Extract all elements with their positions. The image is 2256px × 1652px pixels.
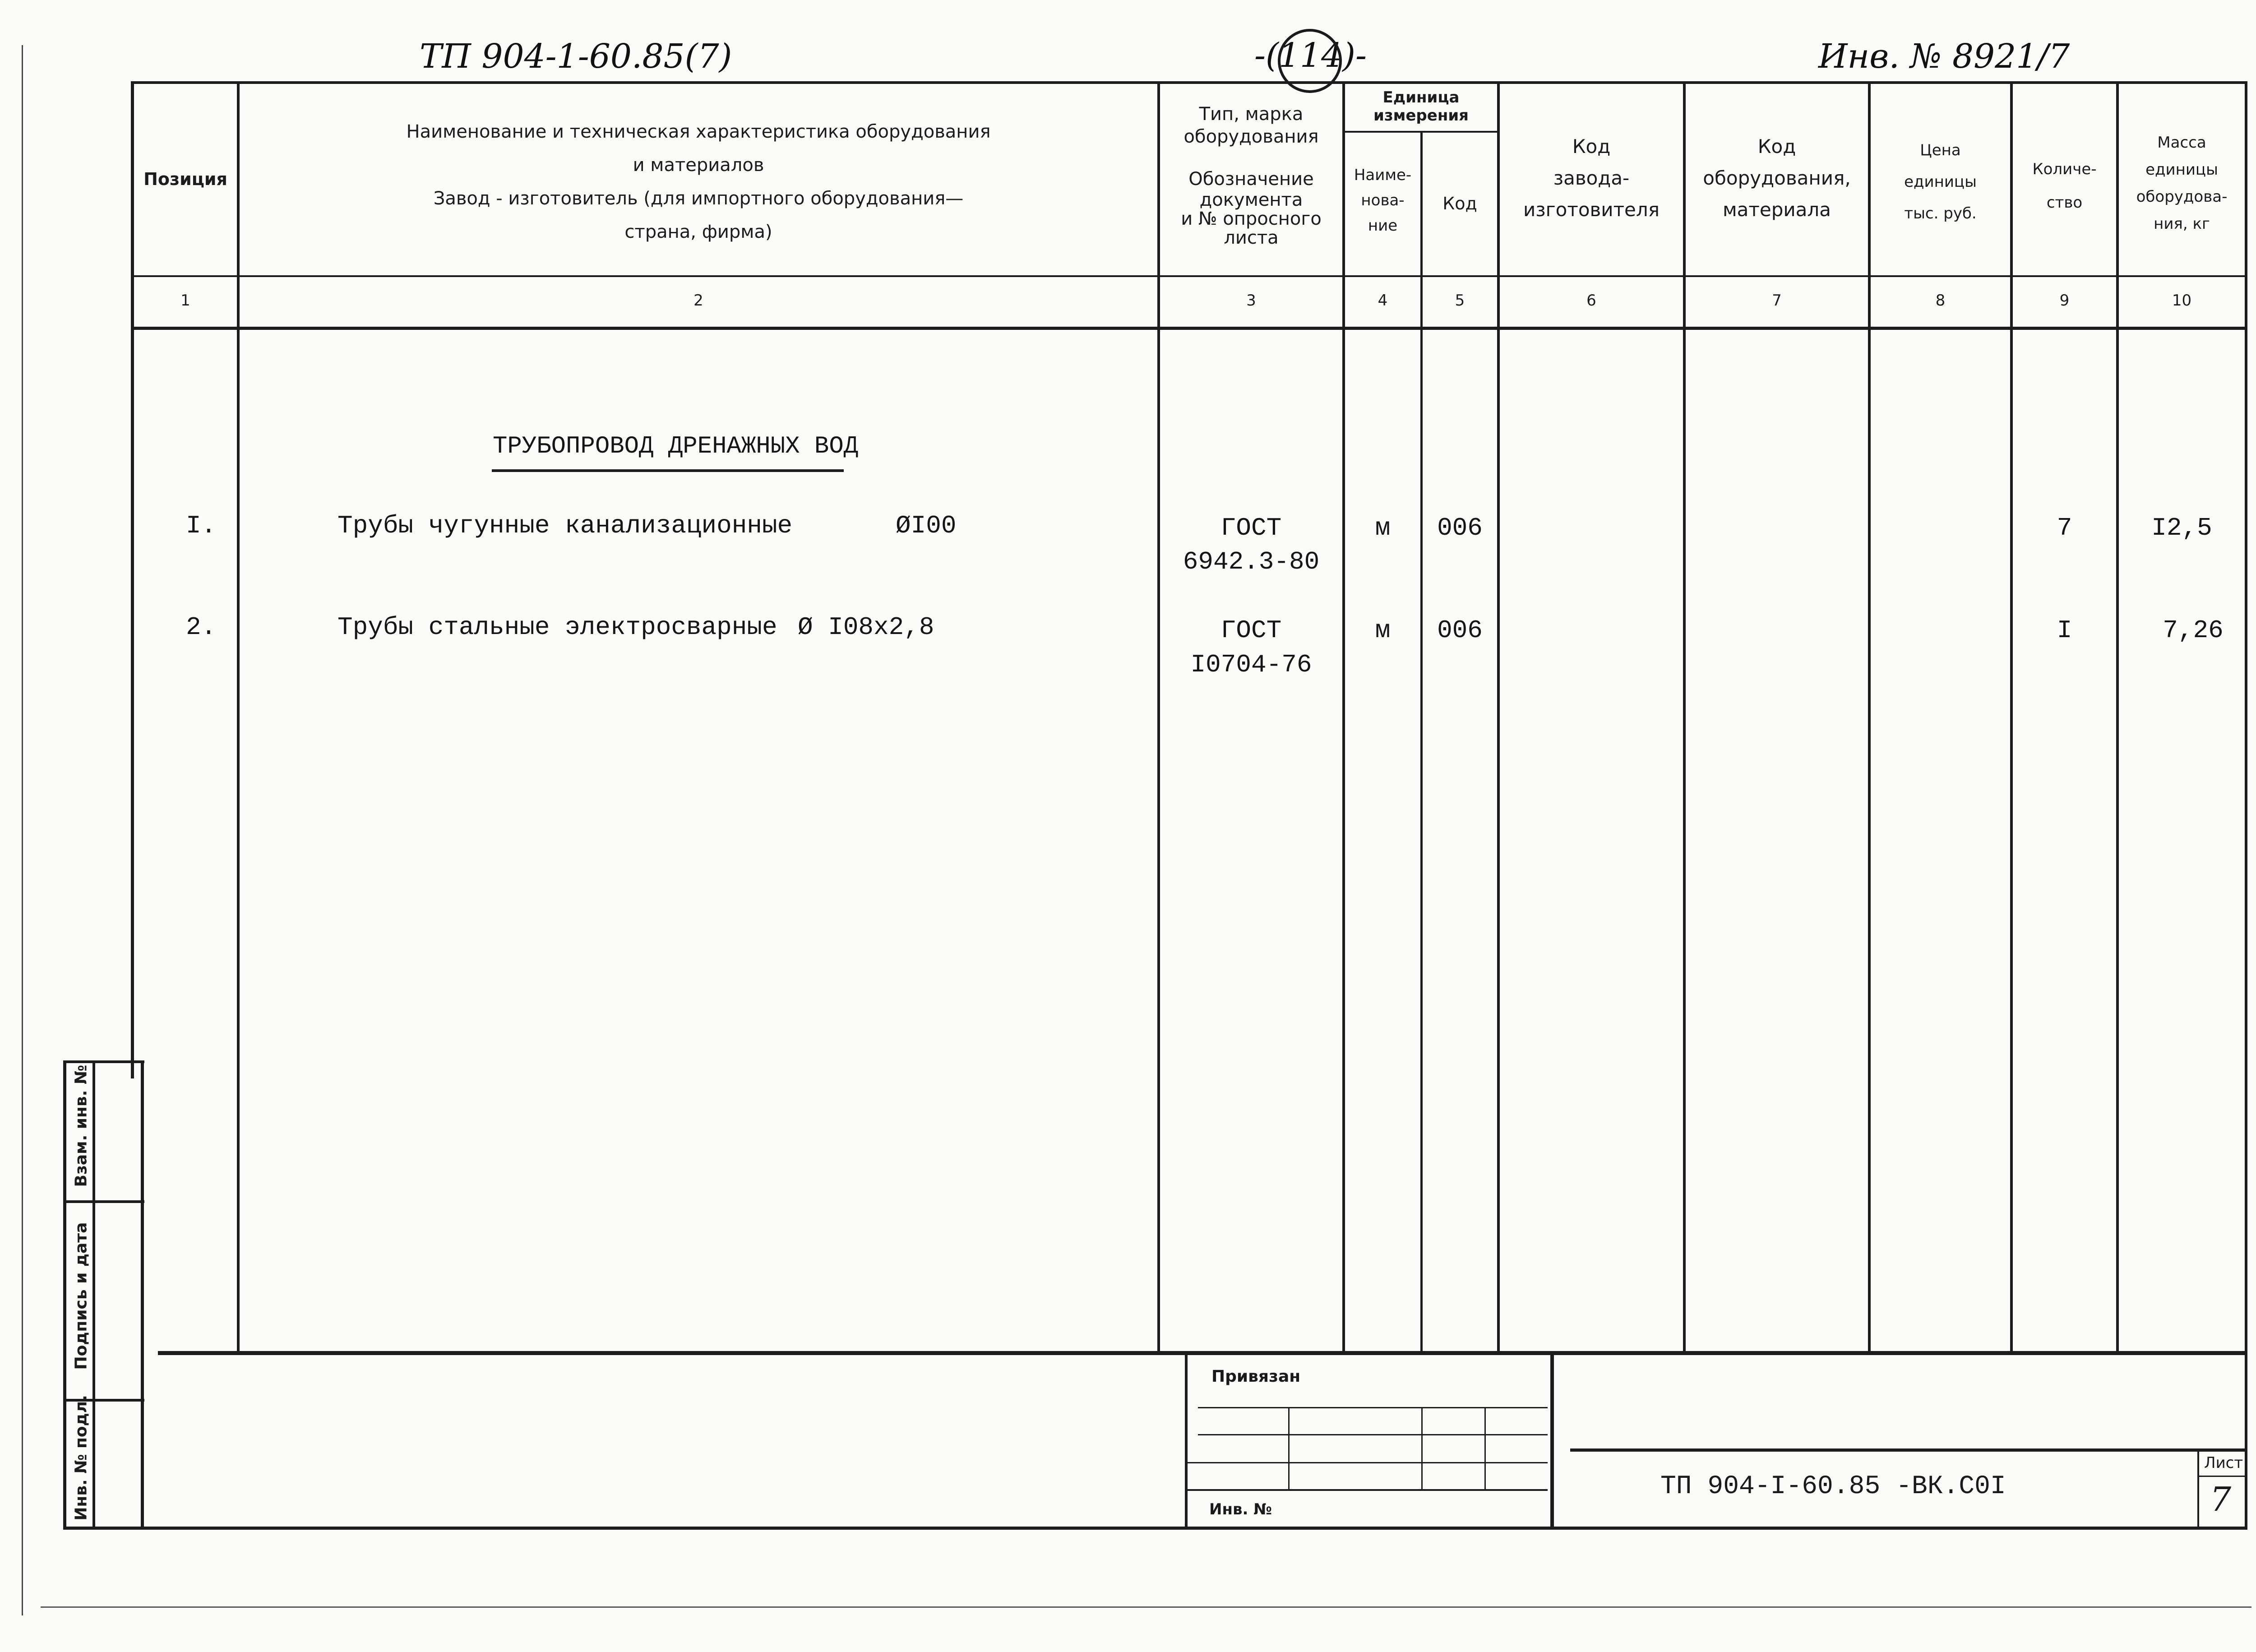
- frame-left-line: [131, 81, 134, 1078]
- header-bottom-line: [134, 275, 2246, 277]
- header-unit-code-label: Код: [1442, 194, 1477, 213]
- header-unit-line2: измерения: [1373, 106, 1469, 125]
- row2-size: Ø I08x2,8: [798, 613, 934, 642]
- header-price-line2: единицы: [1904, 173, 1977, 191]
- row2-unit-code: 006: [1437, 616, 1483, 645]
- side-podpis-label: Подпись и дата: [72, 1222, 91, 1370]
- row2-doc-line1: ГОСТ: [1220, 616, 1282, 645]
- header-position-label: Позиция: [143, 169, 227, 189]
- header-doc-line1: Обозначение: [1188, 169, 1314, 190]
- row2-unit: м: [1375, 616, 1391, 645]
- header-mass-line1: Масса: [2157, 134, 2206, 152]
- sheet-number: 7: [2210, 1480, 2232, 1519]
- side-stamp-top: [63, 1060, 144, 1063]
- header-type: [1160, 103, 1342, 247]
- header-equipment-code-line2: оборудования,: [1703, 167, 1851, 189]
- header-price-line3: тыс. руб.: [1904, 204, 1977, 222]
- privyazan-label: Привязан: [1211, 1367, 1301, 1386]
- col-number-8: 8: [1935, 292, 1946, 310]
- side-stamp-outer-left: [63, 1060, 66, 1530]
- document-designation: ТП 904-I-60.85 -ВК.С0I: [1660, 1472, 2006, 1501]
- col-divider-8: [2010, 81, 2013, 1351]
- frame-top-line: [131, 81, 2247, 84]
- privyazan-vline-3: [1484, 1407, 1486, 1490]
- header-factory-code-line1: Код: [1572, 135, 1611, 157]
- col-number-7: 7: [1772, 292, 1782, 310]
- privyazan-line-2: [1198, 1434, 1548, 1435]
- sheet-box-mid: [2197, 1476, 2245, 1477]
- header-doc-line2: документа: [1199, 190, 1303, 210]
- header-type-line2: оборудования: [1183, 126, 1319, 147]
- header-mass-line4: ния, кг: [2154, 215, 2210, 233]
- header-equipment-code-line3: материала: [1722, 199, 1831, 221]
- header-price: [1871, 134, 2010, 229]
- header-factory-code: [1500, 131, 1683, 226]
- inv-no-label: Инв. №: [1209, 1500, 1272, 1518]
- privyazan-line-1: [1198, 1407, 1548, 1408]
- header-unit-name-line3: ние: [1368, 217, 1398, 235]
- col-divider-3: [1342, 81, 1345, 1351]
- header-doc-line3: и № опросного: [1181, 208, 1322, 229]
- title-block-top-line: [158, 1351, 2245, 1355]
- row1-unit-code: 006: [1437, 514, 1483, 542]
- inventory-stamp: Инв. № 8921/7: [1818, 37, 2070, 76]
- col-divider-4: [1420, 131, 1423, 1351]
- header-quantity: [2013, 153, 2116, 219]
- header-equipment-code: [1686, 131, 1868, 226]
- sheet-edge-bottom: [41, 1606, 2251, 1608]
- frame-right-line: [2245, 81, 2247, 1530]
- privyazan-vline-2: [1421, 1407, 1423, 1490]
- row1-name: Трубы чугунные канализационные: [337, 511, 793, 540]
- col-number-6: 6: [1586, 292, 1596, 310]
- header-unit: [1345, 88, 1497, 125]
- header-price-line1: Цена: [1920, 141, 1961, 159]
- side-stamp-right: [141, 1060, 144, 1530]
- col-number-5: 5: [1455, 292, 1465, 310]
- sheet-label: Лист: [2204, 1454, 2243, 1472]
- header-quantity-line1: Количе-: [2032, 160, 2097, 178]
- side-inv-podl-label: Инв. № подл.: [72, 1395, 91, 1521]
- row1-quantity: 7: [2057, 514, 2072, 542]
- side-stamp-sep-1: [63, 1200, 144, 1203]
- col-divider-5: [1497, 81, 1500, 1351]
- header-equipment-code-line1: Код: [1757, 135, 1796, 157]
- privyazan-left-line: [1185, 1351, 1188, 1529]
- header-name-line1: Наименование и техническая характеристика оборудования: [406, 121, 991, 142]
- row2-name: Трубы стальные электросварные: [337, 613, 777, 642]
- header-unit-name-line2: нова-: [1361, 191, 1405, 209]
- designation-top-line: [1570, 1448, 2245, 1452]
- header-type-line1: Тип, марка: [1199, 104, 1304, 125]
- numbers-row-bottom-line: [134, 327, 2246, 330]
- col-divider-2: [1157, 81, 1160, 1351]
- header-name: [240, 115, 1157, 249]
- row1-mass: I2,5: [2151, 514, 2212, 542]
- col-number-9: 9: [2059, 292, 2070, 310]
- header-mass: [2119, 129, 2245, 237]
- header-unit-line1: Единица: [1382, 88, 1460, 106]
- sheet-edge-left: [22, 45, 23, 1615]
- privyazan-line-4: [1188, 1489, 1548, 1491]
- header-name-line2: и материалов: [633, 155, 764, 176]
- sheet-box-left: [2197, 1451, 2199, 1527]
- row1-doc-line2: 6942.3-80: [1183, 547, 1320, 576]
- col-number-1: 1: [180, 292, 190, 310]
- title-block-divider: [1550, 1351, 1554, 1529]
- section-title-underline: [492, 469, 844, 472]
- section-title: ТРУБОПРОВОД ДРЕНАЖНЫХ ВОД: [493, 433, 859, 460]
- col-number-2: 2: [693, 292, 703, 310]
- header-factory-code-line3: изготовителя: [1523, 199, 1660, 221]
- header-unit-code: [1423, 191, 1497, 216]
- row2-mass: 7,26: [2163, 616, 2224, 645]
- header-mass-line3: оборудова-: [2136, 188, 2228, 206]
- side-vzam-label: Взам. инв. №: [72, 1064, 91, 1187]
- page-mark-stamp: -(114)-: [1254, 36, 1367, 75]
- header-mass-line2: единицы: [2145, 161, 2218, 179]
- frame-bottom-line: [63, 1527, 2247, 1530]
- side-stamp-inner: [92, 1060, 95, 1530]
- row1-size: ØI00: [896, 511, 957, 540]
- col-divider-7: [1868, 81, 1871, 1351]
- row1-unit: м: [1375, 514, 1391, 542]
- col-number-10: 10: [2172, 292, 2192, 310]
- col-divider-1: [237, 81, 240, 1351]
- header-position: [134, 167, 237, 191]
- header-unit-name-line1: Наиме-: [1354, 166, 1412, 184]
- header-name-line3: Завод - изготовитель (для импортного оборудования—: [433, 188, 964, 209]
- col-number-4: 4: [1378, 292, 1388, 310]
- header-doc-line4: листа: [1224, 227, 1279, 248]
- row2-position: 2.: [186, 613, 217, 642]
- project-code-stamp: ТП 904-1-60.85(7): [420, 37, 732, 76]
- col-number-3: 3: [1246, 292, 1256, 310]
- col-divider-9: [2116, 81, 2119, 1351]
- row2-doc-line2: I0704-76: [1190, 650, 1312, 679]
- col-divider-6: [1683, 81, 1686, 1351]
- privyazan-vline-1: [1288, 1407, 1290, 1490]
- header-unit-name: [1345, 162, 1420, 238]
- row1-position: I.: [186, 511, 217, 540]
- row1-doc-line1: ГОСТ: [1220, 514, 1282, 542]
- header-name-line4: страна, фирма): [624, 222, 772, 242]
- header-quantity-line2: ство: [2046, 194, 2083, 212]
- row2-quantity: I: [2057, 616, 2072, 645]
- header-factory-code-line2: завода-: [1553, 167, 1630, 189]
- privyazan-line-3: [1188, 1462, 1548, 1463]
